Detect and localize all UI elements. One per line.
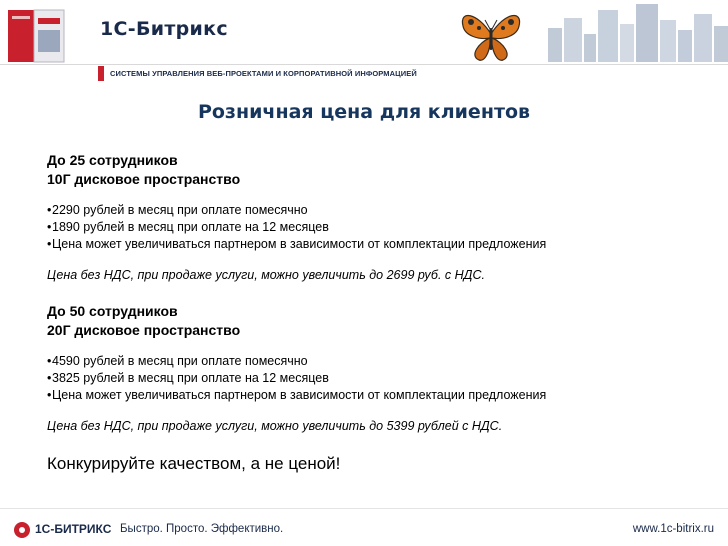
slide-body (47, 151, 717, 475)
price-note: Цена без НДС, при продаже услуги, можно увеличить до 5399 рублей с НДС. (47, 419, 503, 433)
plan-storage: 10Г дисковое пространство (47, 170, 241, 187)
list-item: •Цена может увеличиваться партнером в зависимости от комплектации предложения (47, 388, 547, 402)
bullet-icon: • (47, 220, 52, 234)
bullet-icon: • (47, 388, 52, 402)
plan-employees: До 25 сотрудников (47, 152, 178, 168)
slide-title: Розничная цена для клиентов (197, 101, 531, 123)
footer-url[interactable]: www.1c-bitrix.ru (632, 523, 714, 535)
header-accent-bar (98, 66, 104, 81)
footer-logo: 1С-БИТРИКС (35, 522, 112, 536)
bullet-icon: • (47, 371, 52, 385)
list-item: •1890 рублей в месяц при оплате на 12 месяцев (47, 220, 329, 234)
list-item: •3825 рублей в месяц при оплате на 12 месяцев (47, 371, 329, 385)
plan-storage: 20Г дисковое пространство (47, 321, 241, 338)
list-item: •2290 рублей в месяц при оплате помесячно (47, 203, 308, 217)
bullet-icon: • (47, 354, 52, 368)
list-item: •Цена может увеличиваться партнером в зависимости от комплектации предложения (47, 237, 547, 251)
price-note: Цена без НДС, при продаже услуги, можно увеличить до 2699 руб. с НДС. (47, 268, 485, 282)
product-box-image (6, 6, 70, 66)
list-item: •4590 рублей в месяц при оплате помесячно (47, 354, 308, 368)
slogan: Конкурируйте качеством, а не ценой! (47, 454, 341, 473)
plan-employees: До 50 сотрудников (47, 303, 178, 319)
slide-footer (0, 508, 728, 546)
header-tagline: СИСТЕМЫ УПРАВЛЕНИЯ ВЕБ-ПРОЕКТАМИ И КОРПОРАТИВНОЙ ИНФОРМАЦИЕЙ (110, 69, 417, 78)
brand-logo-icon (14, 522, 30, 538)
bullet-icon: • (47, 203, 52, 217)
slide-header (0, 0, 728, 92)
city-skyline-image (468, 0, 728, 62)
footer-tagline: Быстро. Просто. Эффективно. (120, 523, 284, 535)
brand-logo: 1С-Битрикс (100, 18, 228, 40)
bullet-icon: • (47, 237, 52, 251)
